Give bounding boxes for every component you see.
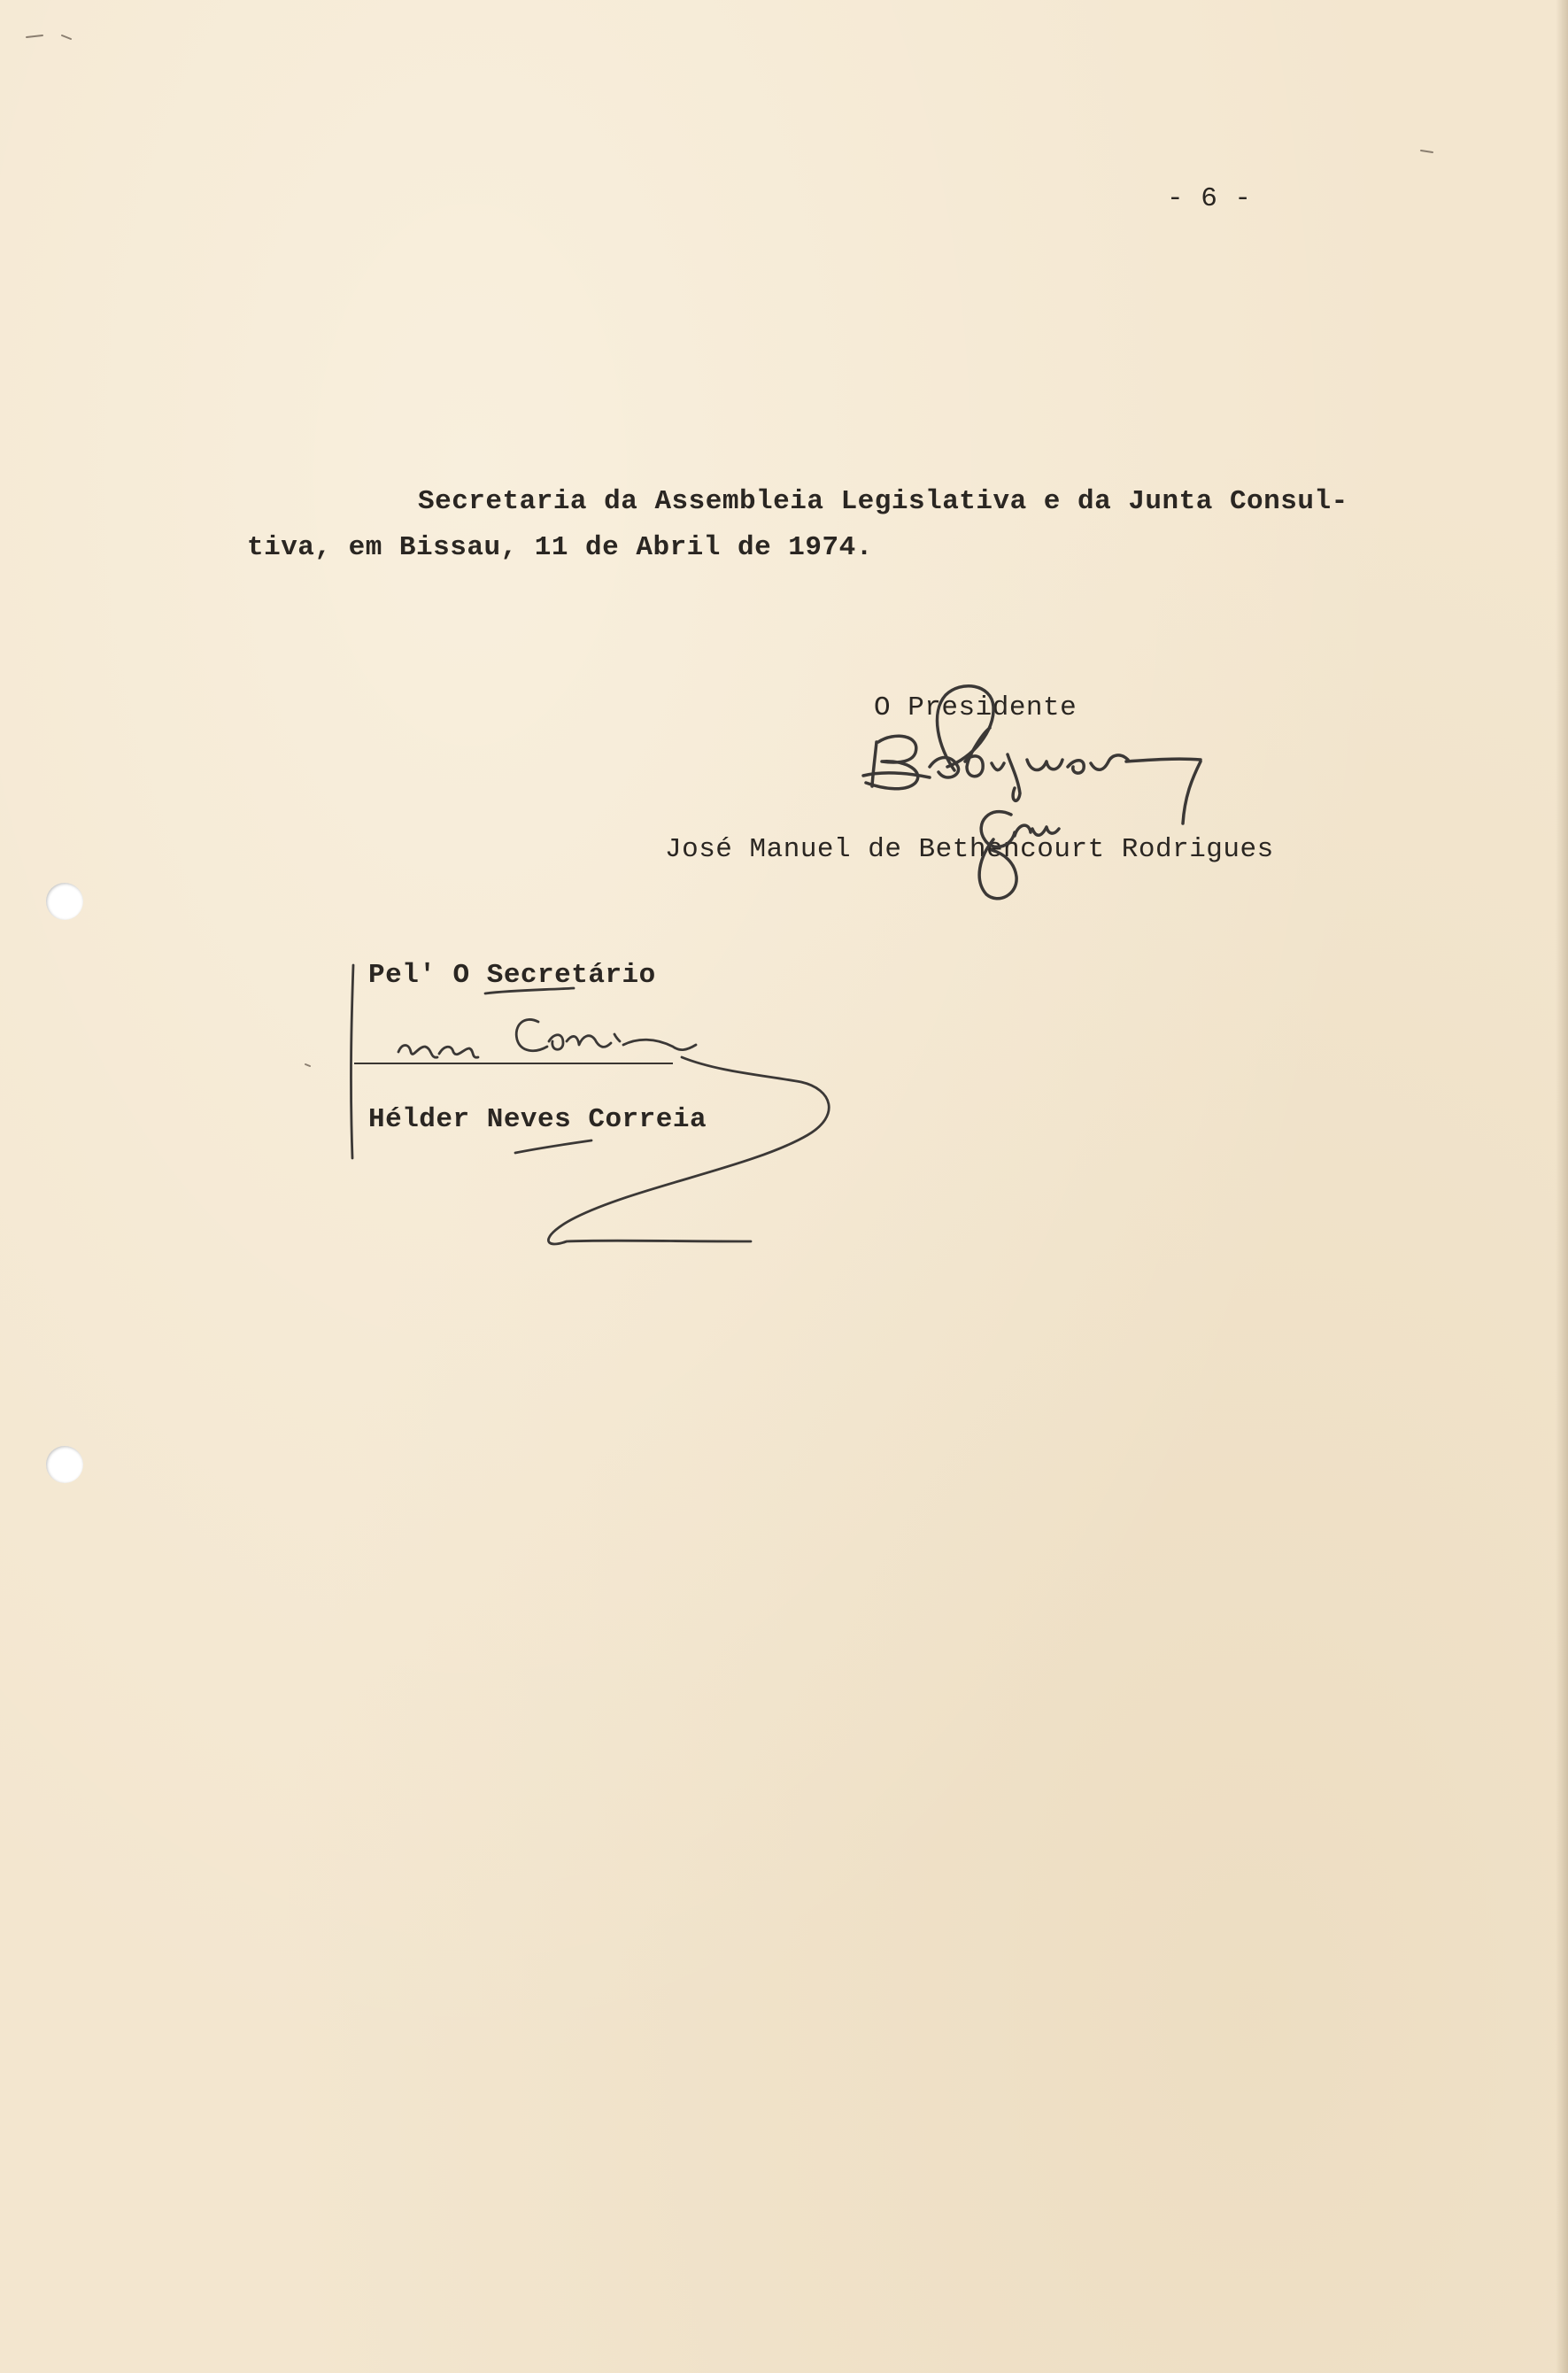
closing-line-2: tiva, em Bissau, 11 de Abril de 1974. xyxy=(247,532,873,563)
secretary-title: Pel' O Secretário xyxy=(368,960,656,991)
closing-line-1: Secretaria da Assembleia Legislativa e da Junta Consul- xyxy=(418,486,1348,517)
page-number: - 6 - xyxy=(1167,183,1252,214)
president-title: O Presidente xyxy=(874,692,1078,723)
secretary-name: Hélder Neves Correia xyxy=(368,1104,707,1135)
secretary-signature-line xyxy=(354,1063,673,1064)
punch-hole-bottom xyxy=(46,1446,83,1483)
president-name: José Manuel de Bethencourt Rodrigues xyxy=(665,834,1274,865)
page-edge-shadow xyxy=(1556,0,1568,2373)
punch-hole-top xyxy=(46,883,83,920)
